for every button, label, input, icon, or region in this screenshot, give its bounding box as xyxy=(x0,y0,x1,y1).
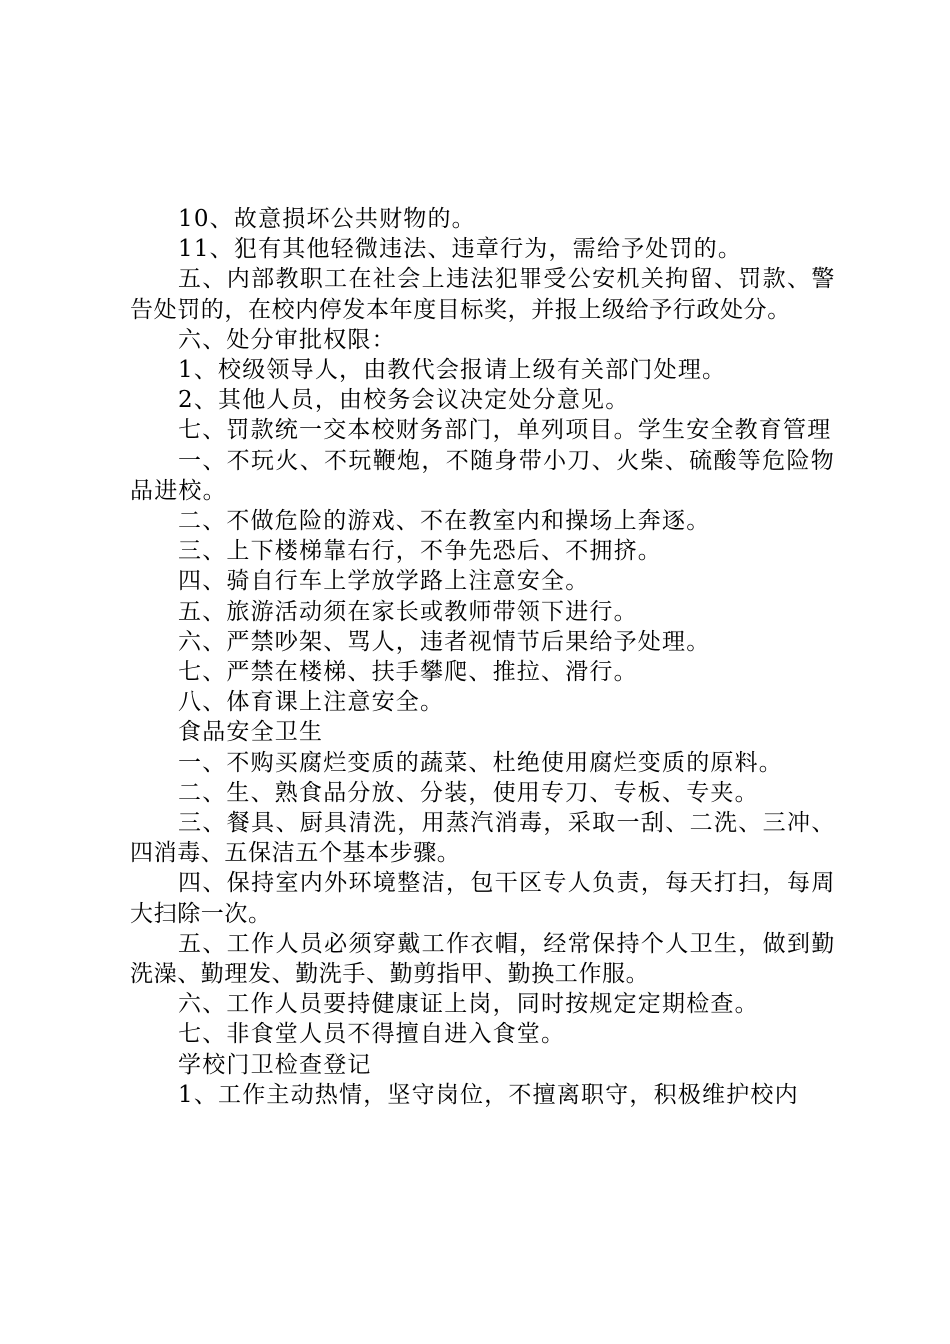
paragraph-9: 二、不做危险的游戏、不在教室内和操场上奔逐。 xyxy=(178,508,711,535)
paragraph-23: 七、非食堂人员不得擅自进入食堂。 xyxy=(178,1021,566,1048)
section-heading-gate-check: 学校门卫检查登记 xyxy=(178,1051,372,1078)
paragraph-1: 10、故意损坏公共财物的。 xyxy=(178,206,476,232)
paragraph-8: 一、不玩火、不玩鞭炮，不随身带小刀、火柴、硫酸等危险物品进校。 xyxy=(130,447,835,504)
document-body xyxy=(130,204,835,1110)
paragraph-10: 三、上下楼梯靠右行，不争先恐后、不拥挤。 xyxy=(178,538,662,565)
paragraph-21: 五、工作人员必须穿戴工作衣帽，经常保持个人卫生，做到勤洗澡、勤理发、勤洗手、勤剪指甲、勤换工作服。 xyxy=(130,930,835,988)
paragraph-6: 2、其他人员，由校务会议决定处分意见。 xyxy=(178,387,630,414)
paragraph-7: 七、罚款统一交本校财务部门，单列项目。学生安全教育管理 xyxy=(178,417,832,444)
paragraph-4: 六、处分审批权限： xyxy=(178,326,396,353)
paragraph-20: 四、保持室内外环境整洁，包干区专人负责，每天打扫，每周大扫除一次。 xyxy=(130,870,835,927)
paragraph-25: 1、工作主动热情，坚守岗位，不擅离职守，积极维护校内 xyxy=(178,1081,799,1108)
paragraph-17: 一、不购买腐烂变质的蔬菜、杜绝使用腐烂变质的原料。 xyxy=(178,749,783,776)
paragraph-19: 三、餐具、厨具清洗，用蒸汽消毒，采取一刮、二洗、三冲、四消毒、五保洁五个基本步骤。 xyxy=(130,810,835,867)
paragraph-3: 五、内部教职工在社会上违法犯罪受公安机关拘留、罚款、警告处罚的，在校内停发本年度目标奖，并报上级给予行政处分。 xyxy=(130,266,835,323)
paragraph-13: 六、严禁吵架、骂人，违者视情节后果给予处理。 xyxy=(178,628,711,655)
paragraph-18: 二、生、熟食品分放、分装，使用专刀、专板、专夹。 xyxy=(178,779,759,806)
paragraph-2: 11、犯有其他轻微违法、违章行为，需给予处罚的。 xyxy=(178,236,743,263)
paragraph-14: 七、严禁在楼梯、扶手攀爬、推拉、滑行。 xyxy=(178,659,638,686)
paragraph-12: 五、旅游活动须在家长或教师带领下进行。 xyxy=(178,598,638,625)
section-heading-food-safety: 食品安全卫生 xyxy=(178,719,324,746)
paragraph-15: 八、体育课上注意安全。 xyxy=(178,689,445,716)
paragraph-22: 六、工作人员要持健康证上岗，同时按规定定期检查。 xyxy=(178,991,759,1018)
paragraph-11: 四、骑自行车上学放学路上注意安全。 xyxy=(178,568,590,595)
paragraph-5: 1、校级领导人，由教代会报请上级有关部门处理。 xyxy=(178,357,727,384)
